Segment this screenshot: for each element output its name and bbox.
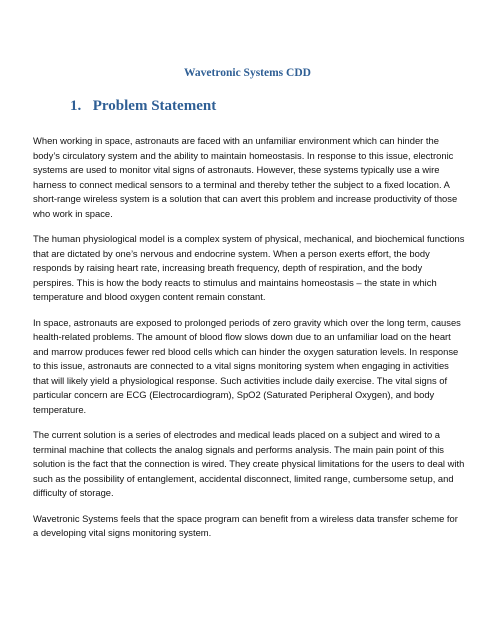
document-body xyxy=(33,134,465,552)
paragraph-1: When working in space, astronauts are faced with an unfamiliar environment which can hinder the body’s circulatory system and the ability to maintain homeostasis. In response to this issue, electronic systems are used to monitor vital signs of astronauts. However, these systems typically use a wire harness to connect medical sensors to a terminal and thereby tether the subject to a fixed location. A short-range wireless system is a solution that can avert this problem and increase productivity of those who work in space. xyxy=(33,135,458,219)
paragraph-5: Wavetronic Systems feels that the space program can benefit from a wireless data transfer scheme for a developing vital signs monitoring system. xyxy=(33,512,458,538)
section-number: 1. xyxy=(70,98,82,114)
section-heading-text: Problem Statement xyxy=(92,98,217,114)
paragraph-2: The human physiological model is a complex system of physical, mechanical, and biochemical functions that are dictated by one’s nervous and endocrine system. When a person exerts effort, the body responds by raising heart rate, increasing breath frequency, depth of respiration, and the body perspires. This is how the body reacts to stimulus and maintains homeostasis – the state in which temperature and blood oxygen content remain constant. xyxy=(33,233,465,302)
paragraph-3: In space, astronauts are exposed to prolonged periods of zero gravity which over the long term, causes health-related problems. The amount of blood flow slows down due to an unfamiliar load on the heart and marrow produces fewer red blood cells which can hinder the oxygen saturation levels. In response to this issue, astronauts are connected to a vital signs monitoring system when engaging in activities that will likely yield a physiological response. Such activities include daily exercise. The vital signs of particular concern are ECG (Electrocardiogram), SpO2 (Saturated Peripheral Oxygen), and body temperature. xyxy=(33,316,461,415)
paragraph-4: The current solution is a series of electrodes and medical leads placed on a subject and wired to a terminal machine that collects the analog signals and performs analysis. The main pain point of this solution is the fact that the connection is wired. They create physical limitations for the users to deal with such as the possibility of entanglement, accidental disconnect, limited range, cumbersome setup, and difficulty of storage. xyxy=(33,429,465,498)
section-heading xyxy=(70,97,216,115)
document-title: Wavetronic Systems CDD xyxy=(184,67,311,79)
